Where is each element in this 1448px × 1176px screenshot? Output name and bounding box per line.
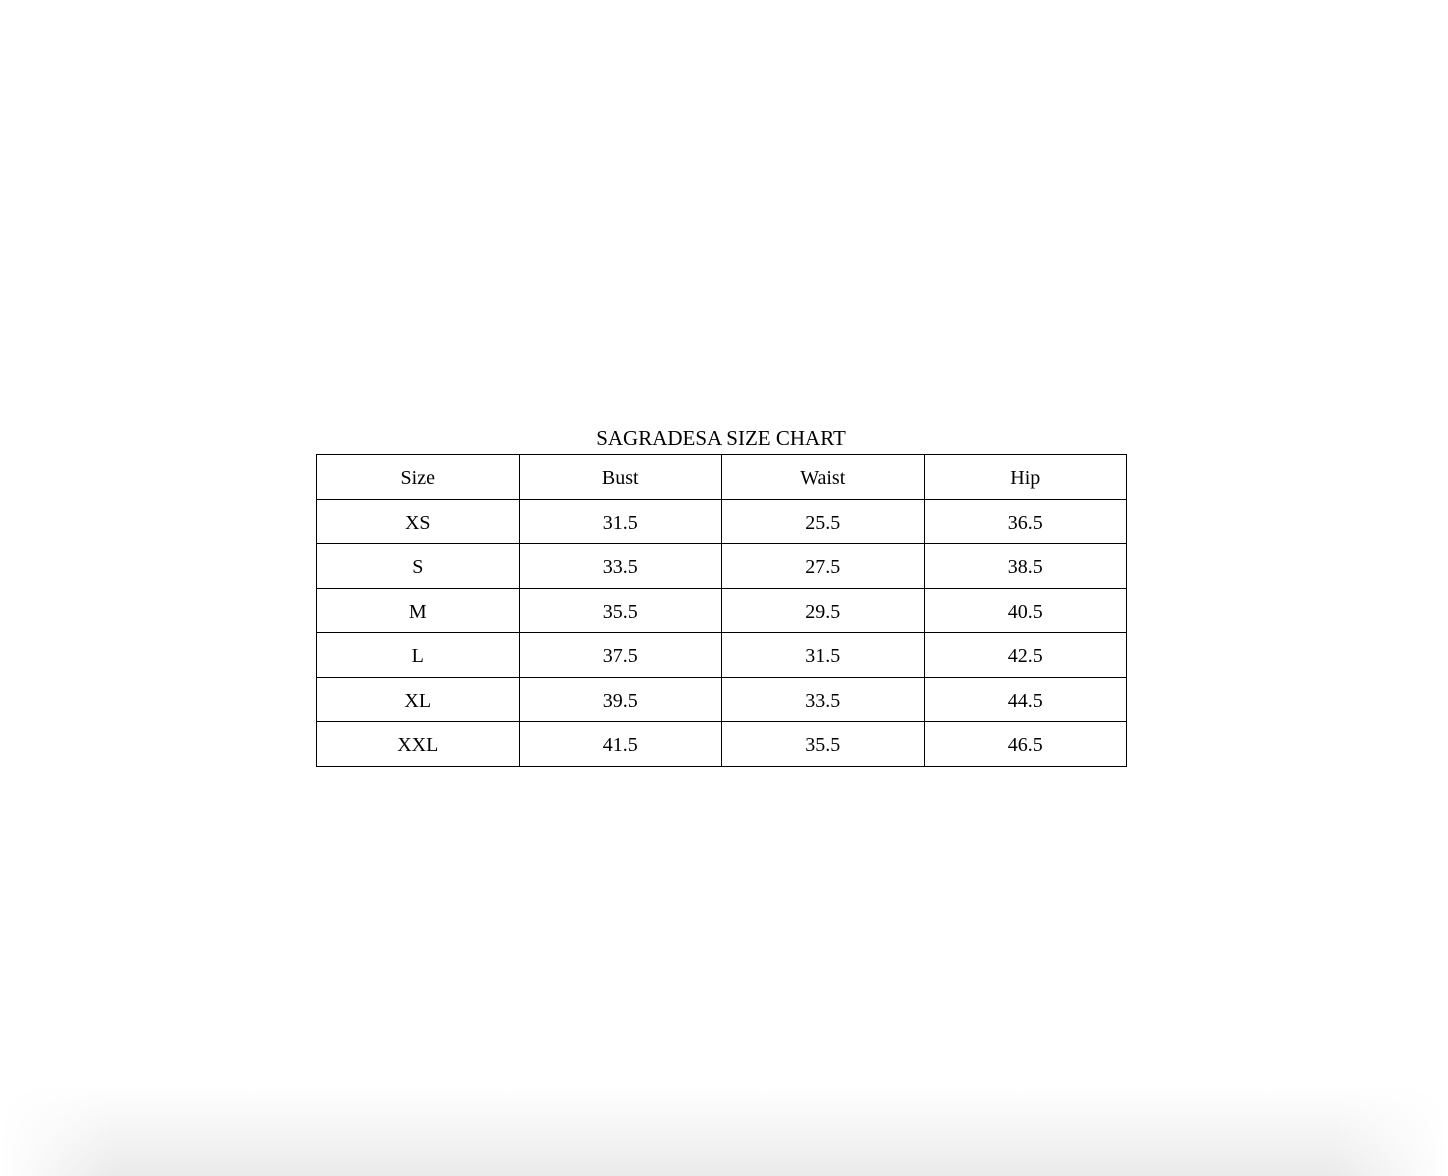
table-row	[317, 677, 1127, 722]
cell-hip: 44.5	[924, 677, 1127, 722]
table-row	[317, 633, 1127, 678]
cell-hip: 42.5	[924, 633, 1127, 678]
table-row	[317, 544, 1127, 589]
cell-size: S	[317, 544, 520, 589]
cell-size: XL	[317, 677, 520, 722]
table-row	[317, 588, 1127, 633]
header-size: Size	[317, 455, 520, 500]
cell-waist: 25.5	[722, 499, 925, 544]
cell-waist: 29.5	[722, 588, 925, 633]
header-bust: Bust	[519, 455, 722, 500]
cell-hip: 36.5	[924, 499, 1127, 544]
chart-title: SAGRADESA SIZE CHART	[596, 426, 846, 450]
table-row	[317, 722, 1127, 767]
cell-size: L	[317, 633, 520, 678]
cell-waist: 27.5	[722, 544, 925, 589]
table-row	[317, 499, 1127, 544]
cell-waist: 31.5	[722, 633, 925, 678]
cell-hip: 38.5	[924, 544, 1127, 589]
cell-waist: 33.5	[722, 677, 925, 722]
table-header-row	[317, 455, 1127, 500]
cell-bust: 35.5	[519, 588, 722, 633]
cell-hip: 46.5	[924, 722, 1127, 767]
bottom-shadow	[0, 1066, 1448, 1176]
cell-bust: 39.5	[519, 677, 722, 722]
cell-bust: 31.5	[519, 499, 722, 544]
cell-waist: 35.5	[722, 722, 925, 767]
header-waist: Waist	[722, 455, 925, 500]
cell-bust: 33.5	[519, 544, 722, 589]
cell-hip: 40.5	[924, 588, 1127, 633]
size-chart-table	[316, 454, 1127, 767]
cell-bust: 41.5	[519, 722, 722, 767]
cell-size: M	[317, 588, 520, 633]
cell-bust: 37.5	[519, 633, 722, 678]
cell-size: XS	[317, 499, 520, 544]
cell-size: XXL	[317, 722, 520, 767]
header-hip: Hip	[924, 455, 1127, 500]
